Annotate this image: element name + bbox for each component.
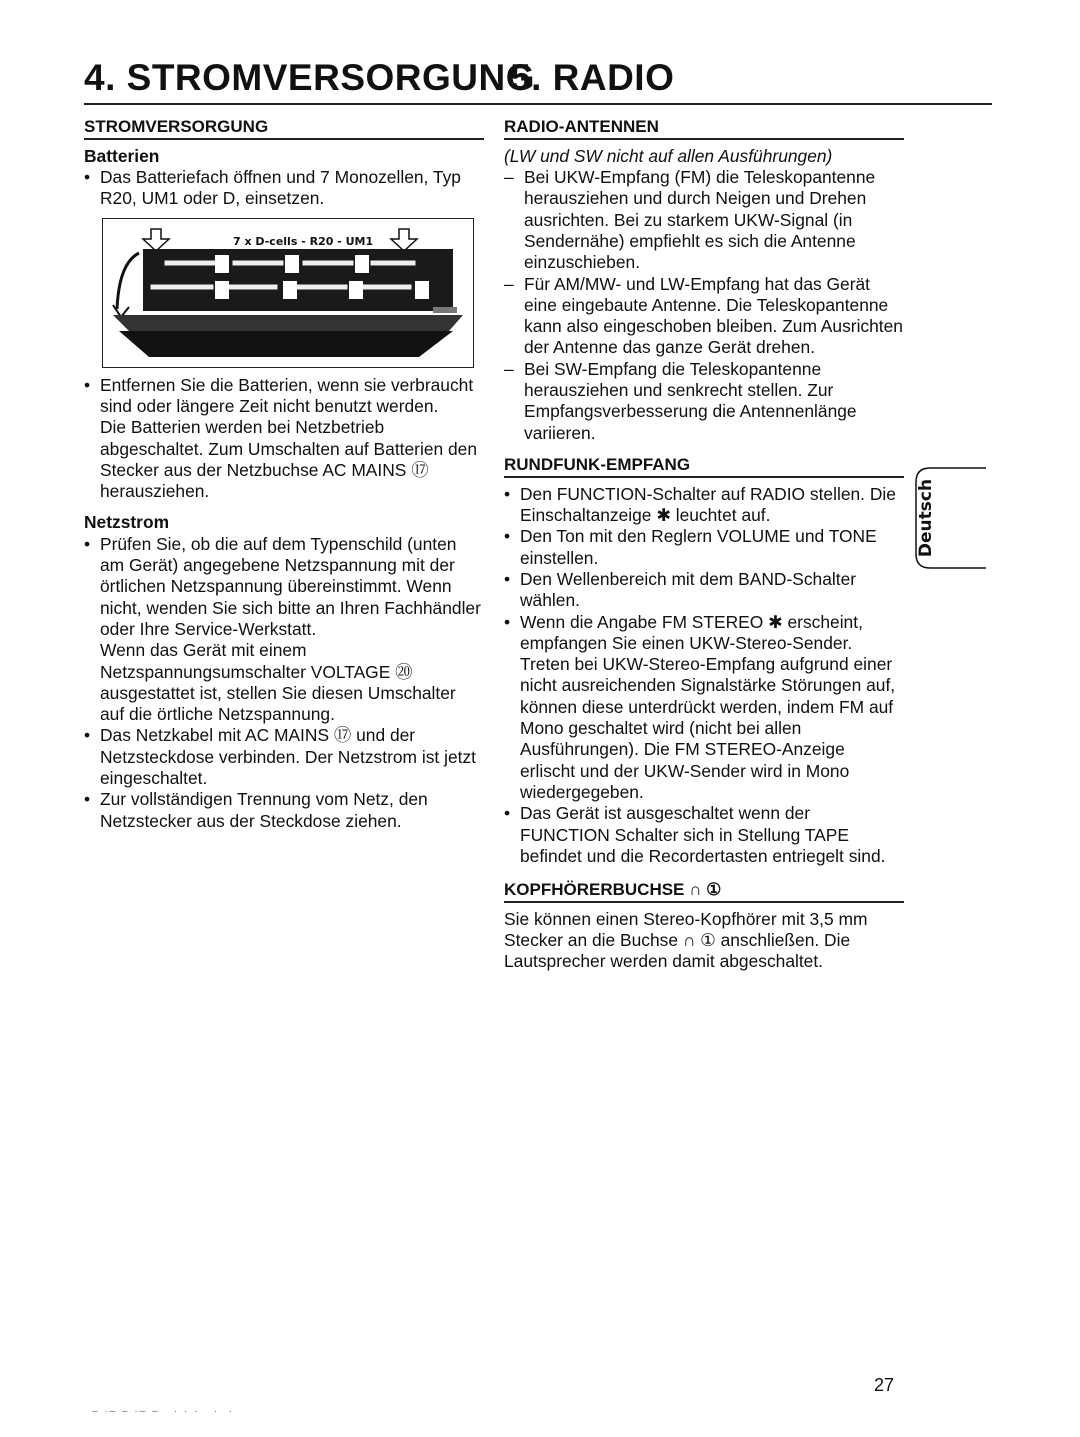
list-item: • Den FUNCTION-Schalter auf RADIO stellen. Die Einschaltanzeige ✱ leuchtet auf. <box>504 483 896 526</box>
bullet-marker: • <box>504 803 511 824</box>
bullet-marker: • <box>504 568 511 589</box>
dash-marker: – <box>504 273 514 294</box>
bullet-marker: • <box>84 167 91 188</box>
title-stromversorgung: 4. STROMVERSORGUNG <box>84 57 535 98</box>
list-item: – Bei UKW-Empfang (FM) die Teleskopantenne herausziehen und durch Neigen und Drehen ausrichten. Bei zu starkem UKW-Signal (in Sendernähe) empfiehlt es sich die Antenne einzuschieben. <box>504 167 876 273</box>
list-item: • Das Gerät ist ausgeschaltet wenn der FUNCTION Schalter sich in Stellung TAPE befindet und die Recordertasten entriegelt sind. <box>504 803 886 866</box>
bullet-marker: • <box>84 374 91 395</box>
language-tab-label: Deutsch <box>916 478 936 558</box>
section-title-kopfhoererbuchse: KOPFHÖRERBUCHSE ∩ ① <box>504 880 722 900</box>
list-item: • Den Wellenbereich mit dem BAND-Schalter wählen. <box>504 568 857 611</box>
section-title-stromversorgung: STROMVERSORGUNG <box>84 117 269 136</box>
bullet-marker: • <box>84 789 91 810</box>
list-item: • Den Ton mit den Reglern VOLUME und TONE einstellen. <box>504 526 877 568</box>
section-title-rundfunk-empfang: RUNDFUNK-EMPFANG <box>504 454 691 474</box>
figure-label: 7 x D-cells - R20 - UM1 <box>233 234 374 248</box>
language-tab <box>914 466 988 570</box>
title-radio: 5. RADIO <box>510 57 675 98</box>
right-column <box>504 116 904 973</box>
section-divider <box>504 476 904 478</box>
kopfhoerer-text: Sie können einen Stereo-Kopfhörer mit 3,5 mm Stecker an die Buchse ∩ ① anschließen. Die Lautsprecher werden damit abgeschaltet. <box>504 908 868 972</box>
bullet-marker: • <box>84 533 91 554</box>
heading-batterien: Batterien <box>84 145 160 166</box>
dash-marker: – <box>504 167 514 188</box>
list-item: – Bei SW-Empfang die Teleskopantenne herausziehen und senkrecht stellen. Zur Empfangsverbesserung die Antennenlänge variieren. <box>504 358 857 443</box>
list-item: • Zur vollständigen Trennung vom Netz, den Netzstecker aus der Steckdose ziehen. <box>84 789 428 831</box>
page-number: 27 <box>874 1375 895 1395</box>
list-item: • Wenn die Angabe FM STEREO ✱ erscheint, empfangen Sie einen UKW-Stereo-Sender. Treten bei UKW-Stereo-Empfang aufgrund einer nicht ausreichenden Signalstärke Störungen auf, können diese unterdrückt werden, indem FM auf Mono geschaltet wird (nicht bei allen Ausführungen). Die FM STEREO-Anzeige erlischt und der UKW-Sender wird in Mono wiedergegeben. <box>504 611 896 802</box>
bullet-marker: • <box>84 725 91 746</box>
availability-note: (LW und SW nicht auf allen Ausführungen) <box>504 145 833 166</box>
list-item: • Prüfen Sie, ob die auf dem Typenschild (unten am Gerät) angegebene Netzspannung mit der örtlichen Netzspannung übereinstimmt. Wenn nicht, wenden Sie sich bitte an Ihren Fachhändler oder Ihre Service-Werkstatt. Wenn das Gerät mit einem Netzspannungsumschalter VOLTAGE ⑳ ausgestattet ist, stellen Sie diesen Umschalter auf die örtliche Netzspannung. <box>84 533 481 725</box>
section-divider <box>504 901 904 903</box>
bullet-marker: • <box>504 611 511 632</box>
list-item: • Das Netzkabel mit AC MAINS ⑰ und der Netzsteckdose verbinden. Der Netzstrom ist jetzt eingeschaltet. <box>84 725 476 789</box>
left-column <box>84 116 484 832</box>
battery-compartment-illustration <box>102 218 474 368</box>
section-divider <box>504 138 904 140</box>
list-item: • Entfernen Sie die Batterien, wenn sie verbraucht sind oder längere Zeit nicht benutzt werden. Die Batterien werden bei Netzbetrieb abgeschaltet. Zum Umschalten auf Batterien den Stecker aus der Netzbuchse AC MAINS ⑰ herausziehen. <box>84 374 478 502</box>
bullet-marker: • <box>504 483 511 504</box>
section-title-radio-antennen: RADIO-ANTENNEN <box>504 117 659 136</box>
title-divider <box>84 103 992 105</box>
list-item: • Das Batteriefach öffnen und 7 Monozellen, Typ R20, UM1 oder D, einsetzen. <box>84 167 461 209</box>
page-title <box>84 56 984 100</box>
bullet-marker: • <box>504 526 511 547</box>
list-item: – Für AM/MW- und LW-Empfang hat das Gerät eine eingebaute Antenne. Die Teleskopantenne kann also eingeschoben bleiben. Zum Ausrichten der Antenne das ganze Gerät drehen. <box>504 273 903 358</box>
heading-netzstrom: Netzstrom <box>84 512 170 533</box>
dash-marker: – <box>504 358 514 379</box>
scan-artifacts: ‒ ·‒ ‒ ·‒ ‒ · · · · · <box>92 1406 235 1417</box>
section-divider <box>84 138 484 140</box>
